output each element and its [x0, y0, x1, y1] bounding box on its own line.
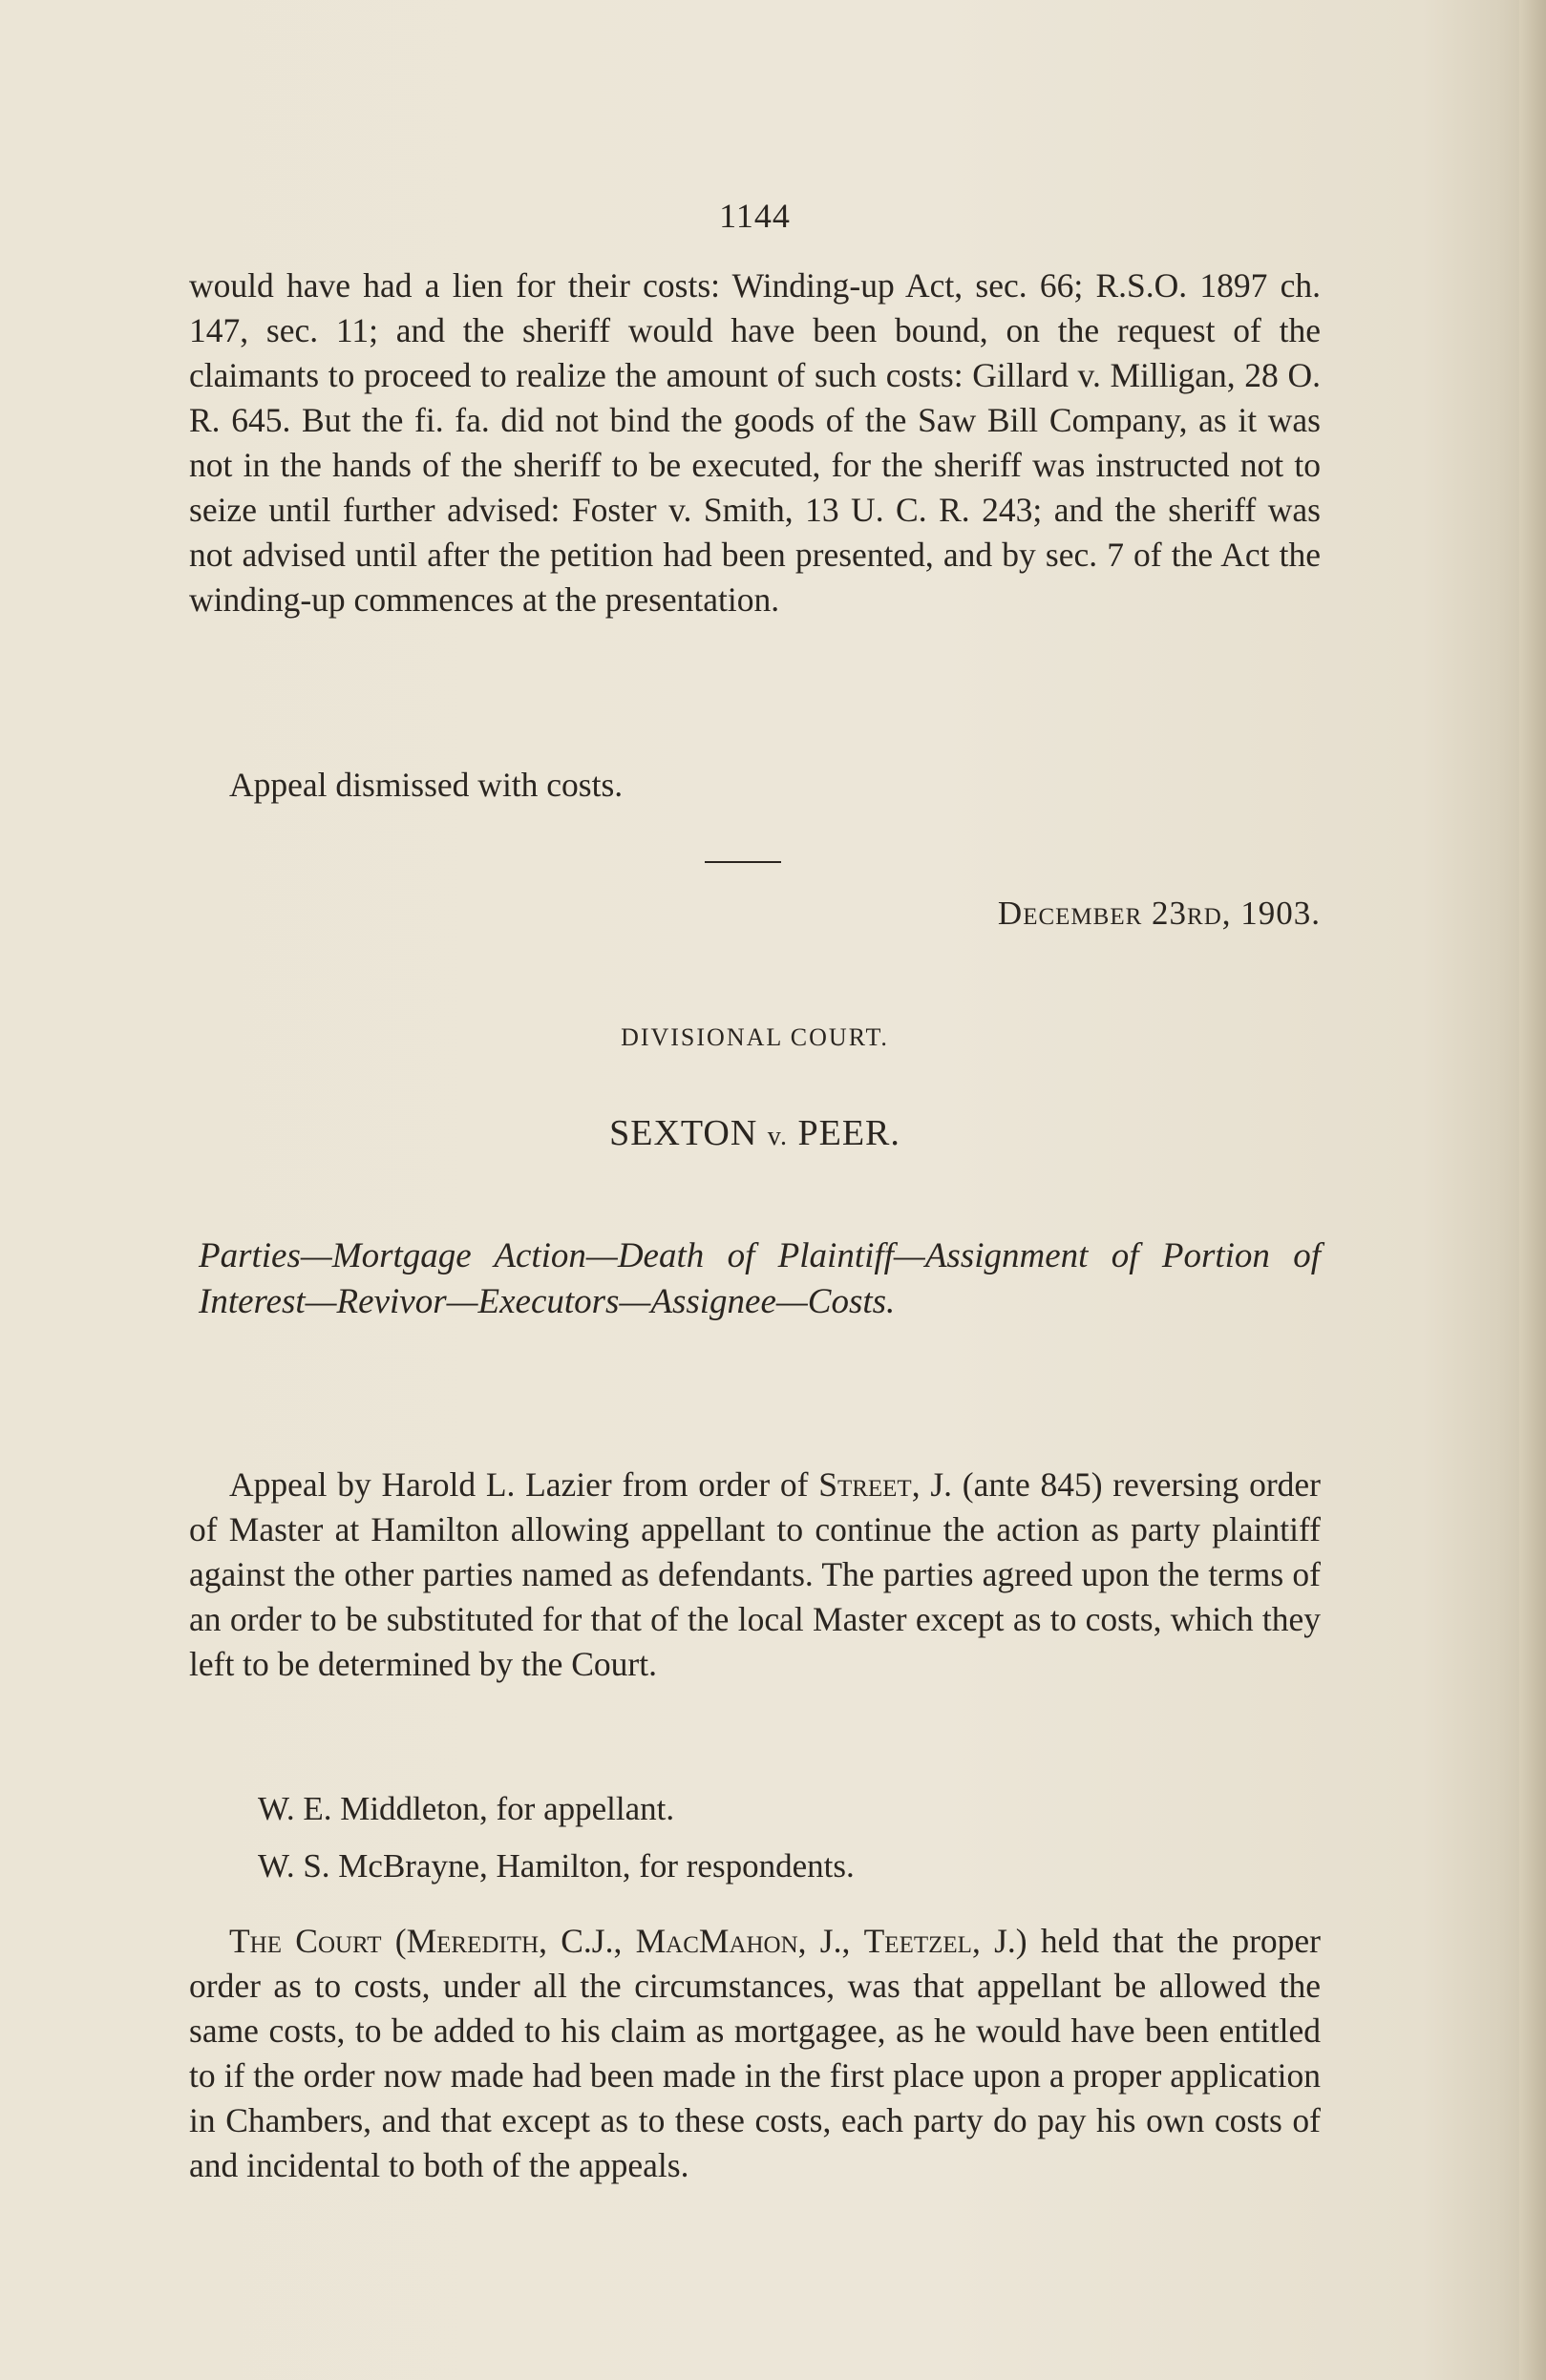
- page-number: 1144: [719, 197, 791, 235]
- paren-open: (: [381, 1922, 407, 1960]
- appeal-paragraph: [189, 1463, 1321, 1687]
- judge-teetzel: Teetzel: [863, 1922, 972, 1960]
- appeal-text-start: Appeal by Harold L. Lazier from order of: [229, 1465, 819, 1504]
- held-text: , J.) held that the proper order as to costs, under all the circumstances, was that appellant be allowed the same costs, to be added to his claim as mortgagee, as he would have been entitled to if the order now made had been made in the first place upon a proper application in Chambers, and that except as to these costs, each party do pay his own costs of and incidental to both of the appeals.: [189, 1922, 1321, 2184]
- defendant-name: PEER.: [797, 1113, 900, 1153]
- plaintiff-name: SEXTON: [609, 1113, 758, 1153]
- appeal-text-rest: , J. (ante 845) reversing order of Master at Hamilton allowing appellant to continue the action as party plaintiff against the other parties named as defendants. The parties agreed upon the terms of an order to be substituted for that of the local Master except as to costs, which they left to be determined by the Court.: [189, 1465, 1321, 1683]
- section-divider: [705, 861, 781, 863]
- versus-label: v.: [767, 1122, 788, 1151]
- counsel-respondents: W. S. McBrayne, Hamilton, for respondents.: [258, 1847, 855, 1885]
- headnote: Parties—Mortgage Action—Death of Plaintiff—Assignment of Portion of Interest—Revivor—Executors—Assignee—Costs.: [199, 1236, 1321, 1321]
- appeal-dismissed-line: Appeal dismissed with costs.: [229, 766, 624, 804]
- title-j: , J.,: [797, 1922, 864, 1960]
- judge-meredith: Meredith: [406, 1922, 540, 1960]
- decision-date: December 23rd, 1903.: [997, 895, 1321, 932]
- court-name: DIVISIONAL COURT.: [621, 1023, 889, 1051]
- held-paragraph: [189, 1919, 1321, 2188]
- page-edge: [1519, 0, 1546, 2380]
- judge-macmahon: MacMahon: [635, 1922, 798, 1960]
- court-label: The Court: [229, 1922, 382, 1960]
- counsel-appellant: W. E. Middleton, for appellant.: [258, 1790, 675, 1827]
- paragraph-continued: would have had a lien for their costs: Winding-up Act, sec. 66; R.S.O. 1897 ch. 147, sec. 11; and the sheriff would have been bound, on the request of the claimants to proceed to realize the amount of such costs: Gillard v. Milligan, 28 O. R. 645. But the fi. fa. did not bind the goods of the Saw Bill Company, as it was not in the hands of the sheriff to be executed, for the sheriff was instructed not to seize until further advised: Foster v. Smith, 13 U. C. R. 243; and the sheriff was not advised until after the petition had been presented, and by sec. 7 of the Act the winding-up commences at the presentation.: [189, 266, 1321, 619]
- judge-name: Street: [818, 1465, 912, 1504]
- title-cj: , C.J.,: [539, 1922, 636, 1960]
- case-title: [189, 1112, 1321, 1154]
